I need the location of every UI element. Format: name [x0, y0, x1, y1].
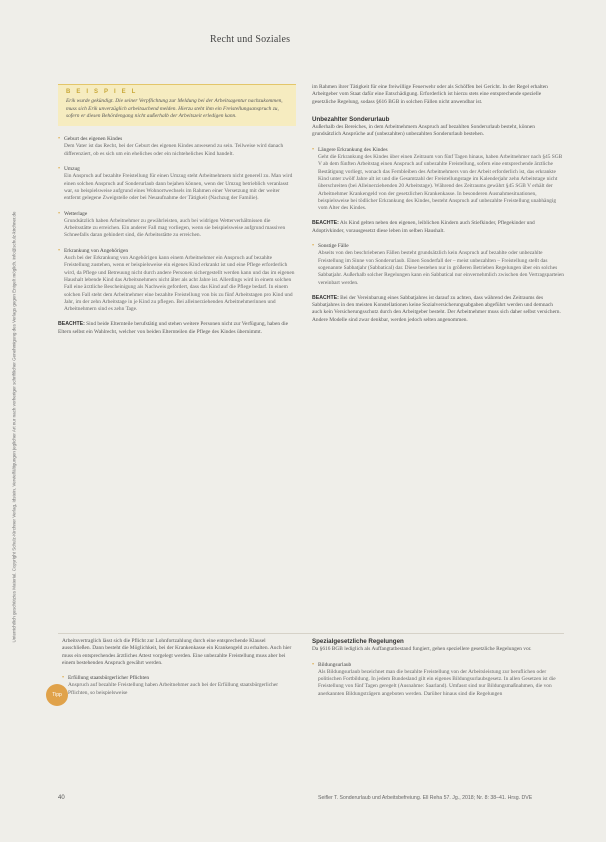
- list-item: [312, 662, 564, 698]
- bullet-title: Wetterlage: [64, 210, 88, 217]
- page-number: 40: [58, 795, 65, 801]
- section-heading-unpaid: Unbezahlter Sonderurlaub: [312, 115, 390, 123]
- list-item: [58, 166, 296, 202]
- bullet-text: Abseits von den beschriebenen Fällen besteht grundsätzlich kein Anspruch auf bezahlte oder unbezahlte Freistellung im Sinne von Sonderurlaub. Einen Sonderfall der – meist unbezahlten – Freistellung stellt das sogenannte Sabbatjahr (Sabbatical) dar. Diese bestehen nur in größeren Betrieben Regelungen über ein solches Sabbatjahr. Außerhalb solcher Regelungen kann ein Sabbatical nur einvernehmlich zwischen den Vertragsparteien vereinbart werden.: [318, 250, 564, 286]
- note-text: Sind beide Elternteile berufstätig und stehen weitere Personen nicht zur Verfügung, haben die Eltern selbst ein Wahlrecht, welcher von beiden Elternteilen die Pflege des Kindes übernimmt.: [58, 321, 289, 335]
- note-block: [58, 321, 296, 336]
- lower-left-block: [62, 638, 294, 697]
- bullet-title: Sonstige Fälle: [318, 243, 349, 250]
- bullet-title: Umzug: [64, 166, 80, 173]
- lower-right-block: [312, 638, 564, 698]
- note-text: Bei der Vereinbarung eines Sabbatjahres ist darauf zu achten, dass während des Zeitraums des Sabbatjahres in den meisten Konstellationen keine Sozialversicherungsabgaben abgeführt werden und demnach auch kein Versicherungsschutz durch den Arbeitgeber besteht. Der Arbeitnehmer muss sich daher selbst versichern. Andere Modelle sind zwar denkbar, werden jedoch selten angenommen.: [312, 294, 561, 323]
- lower-left-text: Arbeitsvertraglich lässt sich die Pflicht zur Lohnfortzahlung durch eine entsprechende Klausel ausschließen. Dann besteht die Möglichkeit, bei der Krankenkasse ein Krankengeld zu erhalten. Auch hier muss ein entsprechendes ärztliches Attest vorgelegt werden. Eine unbezahlte Freistellung muss aber bei einem bestehenden Anspruch gewährt werden.: [62, 638, 292, 666]
- bullet-title: Bildungsurlaub: [318, 661, 352, 668]
- section-divider: [58, 633, 564, 634]
- left-column: [58, 84, 296, 336]
- bullet-icon: •: [58, 247, 61, 254]
- bullet-text: Auch bei der Erkrankung von Angehörigen kann einem Arbeitnehmer ein Anspruch auf bezahlte Freistellung zustehen, wenn er beispielsweise ein eigenes Kind erkrankt ist und eine Pflege erforderlich wird, da Pflege und Betreuung nicht durch andere Personen sichergestellt werden kann und das im eigenen Haushalt lebende Kind das Arbeitsnehmers nicht älter als acht Jahre ist. Allerdings wird in einem solchen Fall eine ärztliche Bescheinigung als Nachweis gefordert, dass das Kind auf die Pflege bedarf. In einem solchen Fall steht dem Arbeitnehmer eine bezahlte Freistellung von bis zu fünf Arbeitstagen pro Kind und Jahr, im der zehn Arbeitstage in je Kind zu pflegen. Bei alleinerziehenden Arbeitnehmerinnen und Arbeitnehmern sind es zehn Tage.: [64, 255, 295, 313]
- note-label: BEACHTE:: [312, 294, 339, 301]
- tip-badge: Tipp: [46, 684, 68, 706]
- bullet-text: Dem Vater ist das Recht, bei der Geburt des eigenen Kindes anwesend zu sein. Teilweise wird danach differenziert, ob es sich um ein eheliches oder ein nichteheliches Kind handelt.: [64, 143, 284, 157]
- section-text: Außerhalb des Bereiches, in dem Arbeitnehmern Anspruch auf bezahlten Sonderurlaub besteht, können grundsätzlich Ansprüche auf (unbezahlten) unbezahlten Sonderurlaub bestehen.: [312, 124, 535, 138]
- section-heading-special: Spezialgesetzliche Regelungen: [312, 638, 404, 645]
- note-text: Als Kind gelten neben den eigenen, leiblichen Kindern auch Stiefkinder, Pflegekinder und Adoptivkinder, vorausgesetzt diese leben im selben Haushalt.: [312, 220, 535, 234]
- list-item: [312, 243, 564, 287]
- bullet-title: Erkrankung von Angehörigen: [64, 247, 129, 254]
- bullet-icon: •: [58, 210, 61, 217]
- right-column: [312, 84, 564, 324]
- bullet-icon: •: [312, 146, 315, 153]
- bullet-text: Anspruch auf bezahlte Freistellung haben Arbeitnehmer auch bei der Erfüllung staatsbürgerlicher Pflichten, so beispielsweise: [68, 682, 279, 696]
- note-block: [312, 220, 564, 235]
- bullet-text: Geht die Erkrankung des Kindes über einen Zeitraum von fünf Tagen hinaus, haben Arbeitnehmer nach §45 SGB V ab dem fünften Arbeitstag einen Anspruch auf unbezahlte Freistellung, sofern eine entsprechende ärztliche Bestätigung vorliegt, wonach das Fernbleiben des Arbeitnehmers von der Arbeit erforderlich ist, das erkrankte Kind unter zwölf Jahre alt ist und die Gesamtzahl der Freistellungstage im Kalenderjahr zehn Arbeitstage nicht überschreiten (bei Alleinerziehenden 20 Arbeitstage). Während des Zeitraums gewährt §45 SGB V erhält der Arbeitnehmer Krankengeld von der gesetzlichen Krankenkasse. In besonderen Ausnahmesituationen, beispielsweise bei tödlicher Erkrankung des Kindes, besteht Anspruch auf unbezahlte Freistellung unabhängig vom Alter des Kindes.: [318, 154, 563, 212]
- bullet-text: Grundsätzlich haben Arbeitnehmer zu gewährleisten, auch bei widrigen Wetterverhältnissen die Arbeitsstätte zu erreichen. Ein anderer Fall mag vorliegen, wenn sie beispielsweise aufgrund massiven Schneefalls daran gehindert sind, die Arbeitsstätte zu erreichen.: [64, 217, 286, 239]
- bullet-title: Geburt des eigenen Kindes: [64, 136, 123, 143]
- bullet-title: Längere Erkrankung des Kindes: [318, 146, 388, 153]
- right-intro-text: im Rahmen ihrer Tätigkeit für eine freiwillige Feuerwehr oder als Schöffen bei Gericht. In der Regel erhalten Arbeitgeber vom Staat dafür eine Entschädigung. Erforderlich ist hierzu stets eine entsprechende spezielle gesetzliche Regelung, sodass §616 BGB in solchen Fällen nicht anwendbar ist.: [312, 84, 548, 105]
- page-header-title: Recht und Soziales: [210, 34, 291, 45]
- note-label: BEACHTE:: [58, 321, 85, 328]
- list-item: [58, 211, 296, 240]
- bullet-icon: •: [58, 166, 61, 173]
- bullet-text: Ein Anspruch auf bezahlte Freistellung für einen Umzug steht Arbeitnehmern nicht generell zu. Man wird einen solchen Anspruch auf Sonderurlaub dann bejahen können, wenn der Umzug betrieblich veranlasst war, so beispielsweise aufgrund eines Wohnortwechsels im Rahmen einer Versetzung mit der weiter entfernt gelegene Zweigstelle oder bei Neuaufnahme der Tätigkeit (Nachzug der Familie).: [64, 173, 293, 202]
- list-item: [58, 248, 296, 314]
- list-item: [62, 675, 294, 697]
- bullet-icon: •: [312, 243, 315, 250]
- bullet-icon: •: [58, 136, 61, 143]
- bullet-icon: •: [62, 675, 65, 682]
- note-block: [312, 295, 564, 324]
- bullet-icon: •: [312, 661, 315, 668]
- footer-citation: Seifler T. Sonderurlaub und Arbeitsbefreiung. Ell Reha 57. Jg., 2018; Nr. 8: 38–41. Hrsg. DVE: [318, 795, 533, 801]
- note-label: BEACHTE:: [312, 220, 339, 227]
- bullet-title: Erfüllung staatsbürgerlicher Pflichten: [68, 675, 150, 682]
- example-text: Erik wurde gekündigt. Die seiner Verpflichtung zur Meldung bei der Arbeitsagentur nachzukommen, muss sich Erik unverzüglich arbeitsuchend melden. Hierzu steht ihm ein Freistellungsanspruch zu, sofern er diesen Behördengang nicht außerhalb der Arbeitszeit erledigen kann.: [66, 98, 283, 119]
- example-box: [58, 84, 296, 126]
- list-item: [312, 147, 564, 213]
- list-item: [58, 136, 296, 158]
- example-title: BEISPIEL: [66, 89, 142, 95]
- side-copyright-notice: Unterrichtlich geschütztes Material. Copyright Schulz-Kirchner Verlag, Idstein. Vervielfältigungen jeglicher Art nur nach vorheriger schriftlicher Genehmigung des Verlags gegen Entgelt möglich. info@schulz-kirchner.de: [11, 211, 17, 643]
- bullet-text: Als Bildungsurlaub bezeichnet man die bezahlte Freistellung von der Arbeitsleistung zur beruflichen oder politischen Fortbildung. In jedem Bundesland gilt ein eigenes Bildungsurlaubsgesetz. In allen Gesetzen ist die Freistellung von fünf Tagen geregelt (Ausnahme: Saarland). Umfasst sind nur Bildungsmaßnahmen, die von anerkannten Bildungsträgern angeboten werden. Darüber hinaus sind die Regelungen: [318, 668, 556, 697]
- section-text: Da §616 BGB lediglich als Auffangtatbestand fungiert, gehen speziellere gesetzliche Regelungen vor.: [312, 646, 532, 653]
